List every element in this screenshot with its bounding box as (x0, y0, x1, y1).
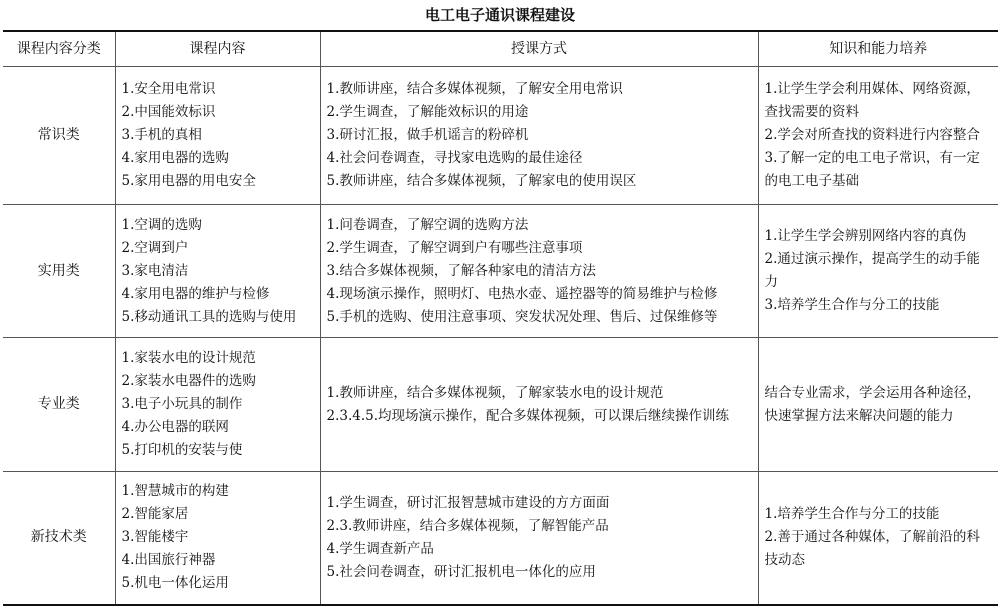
method-item: 3.研讨汇报，做手机谣言的粉碎机 (326, 126, 529, 143)
skills-cell (758, 67, 998, 205)
method-item: 1.学生调查，研讨汇报智慧城市建设的方方面面 (326, 494, 610, 511)
skills-item: 2.学会对所查找的资料进行内容整合 (764, 126, 980, 143)
skills-cell (758, 338, 998, 472)
content-item: 1.安全用电常识 (121, 80, 216, 97)
method-item: 3.结合多媒体视频，了解各种家电的清洁方法 (326, 262, 596, 279)
content-item: 5.机电一体化运用 (121, 575, 229, 592)
method-cell (320, 471, 758, 605)
skills-cell (758, 471, 998, 605)
method-cell (320, 204, 758, 338)
table-header-row (3, 31, 998, 67)
method-item: 4.现场演示操作，照明灯、电热水壶、遥控器等的简易维护与检修 (326, 285, 718, 302)
header-category: 课程内容分类 (3, 31, 115, 67)
table-row (3, 471, 998, 605)
content-item: 3.家电清洁 (121, 262, 189, 279)
table-row (3, 338, 998, 472)
content-item: 4.家用电器的维护与检修 (121, 285, 270, 302)
page-title: 电工电子通识课程建设 (424, 6, 575, 24)
header-content: 课程内容 (115, 31, 320, 67)
method-item: 2.3.4.5.均现场演示操作，配合多媒体视频，可以课后继续操作训练 (326, 407, 730, 424)
content-item: 2.家装水电器件的选购 (121, 373, 256, 390)
table-row (3, 204, 998, 338)
content-item: 5.家用电器的用电安全 (121, 172, 256, 189)
category-cell: 专业类 (3, 338, 115, 472)
method-item: 4.社会问卷调查，寻找家电选购的最佳途径 (326, 149, 583, 166)
content-cell (115, 338, 320, 472)
content-item: 4.出国旅行神器 (121, 552, 216, 569)
header-skills: 知识和能力培养 (758, 31, 998, 67)
content-item: 2.空调到户 (121, 239, 189, 256)
method-item: 5.手机的选购、使用注意事项、突发状况处理、售后、过保维修等 (326, 308, 718, 325)
method-item: 1.教师讲座，结合多媒体视频，了解安全用电常识 (326, 80, 623, 97)
content-cell (115, 67, 320, 205)
category-cell: 实用类 (3, 204, 115, 338)
content-item: 5.移动通讯工具的选购与使用 (121, 308, 297, 325)
method-item: 4.学生调查新产品 (326, 540, 434, 557)
content-item: 3.电子小玩具的制作 (121, 396, 243, 413)
category-cell: 新技术类 (3, 471, 115, 605)
skills-item: 2.善于通过各种媒体，了解前沿的科技动态 (764, 529, 980, 569)
content-item: 1.空调的选购 (121, 216, 202, 233)
method-cell (320, 338, 758, 472)
method-item: 1.问卷调查，了解空调的选购方法 (326, 216, 529, 233)
content-item: 5.打印机的安装与使 (121, 442, 243, 459)
content-item: 3.手机的真相 (121, 126, 202, 143)
content-item: 2.中国能效标识 (121, 103, 216, 120)
skills-item: 2.通过演示操作，提高学生的动手能力 (764, 251, 980, 290)
skills-cell (758, 204, 998, 338)
skills-item: 1.培养学生合作与分工的技能 (764, 506, 940, 523)
skills-item: 1.让学生学会辨别网络内容的真伪 (764, 228, 967, 244)
skills-item: 3.培养学生合作与分工的技能 (764, 297, 940, 313)
method-item: 5.教师讲座，结合多媒体视频，了解家电的使用误区 (326, 172, 637, 189)
skills-item: 结合专业需求，学会运用各种途径，快速掌握方法来解决问题的能力 (764, 384, 981, 424)
method-cell (320, 67, 758, 205)
content-item: 1.家装水电的设计规范 (121, 350, 256, 367)
category-cell: 常识类 (3, 67, 115, 205)
method-item: 1.教师讲座，结合多媒体视频，了解家装水电的设计规范 (326, 384, 664, 401)
method-item: 2.3.教师讲座，结合多媒体视频，了解智能产品 (326, 517, 609, 534)
content-item: 1.智慧城市的构建 (121, 483, 229, 500)
skills-item: 3.了解一定的电工电子常识，有一定的电工电子基础 (764, 149, 980, 189)
method-item: 2.学生调查，了解能效标识的用途 (326, 103, 529, 120)
skills-item: 1.让学生学会利用媒体、网络资源，查找需要的资料 (764, 80, 980, 120)
method-item: 5.社会问卷调查，研讨汇报机电一体化的应用 (326, 563, 596, 580)
content-item: 4.办公电器的联网 (121, 419, 229, 436)
header-method: 授课方式 (320, 31, 758, 67)
content-item: 2.智能家居 (121, 506, 189, 523)
content-item: 4.家用电器的选购 (121, 149, 229, 166)
content-cell (115, 204, 320, 338)
course-table (3, 30, 998, 606)
method-item: 2.学生调查，了解空调到户有哪些注意事项 (326, 239, 583, 256)
table-row (3, 67, 998, 205)
content-item: 3.智能楼宇 (121, 529, 189, 546)
content-cell (115, 471, 320, 605)
